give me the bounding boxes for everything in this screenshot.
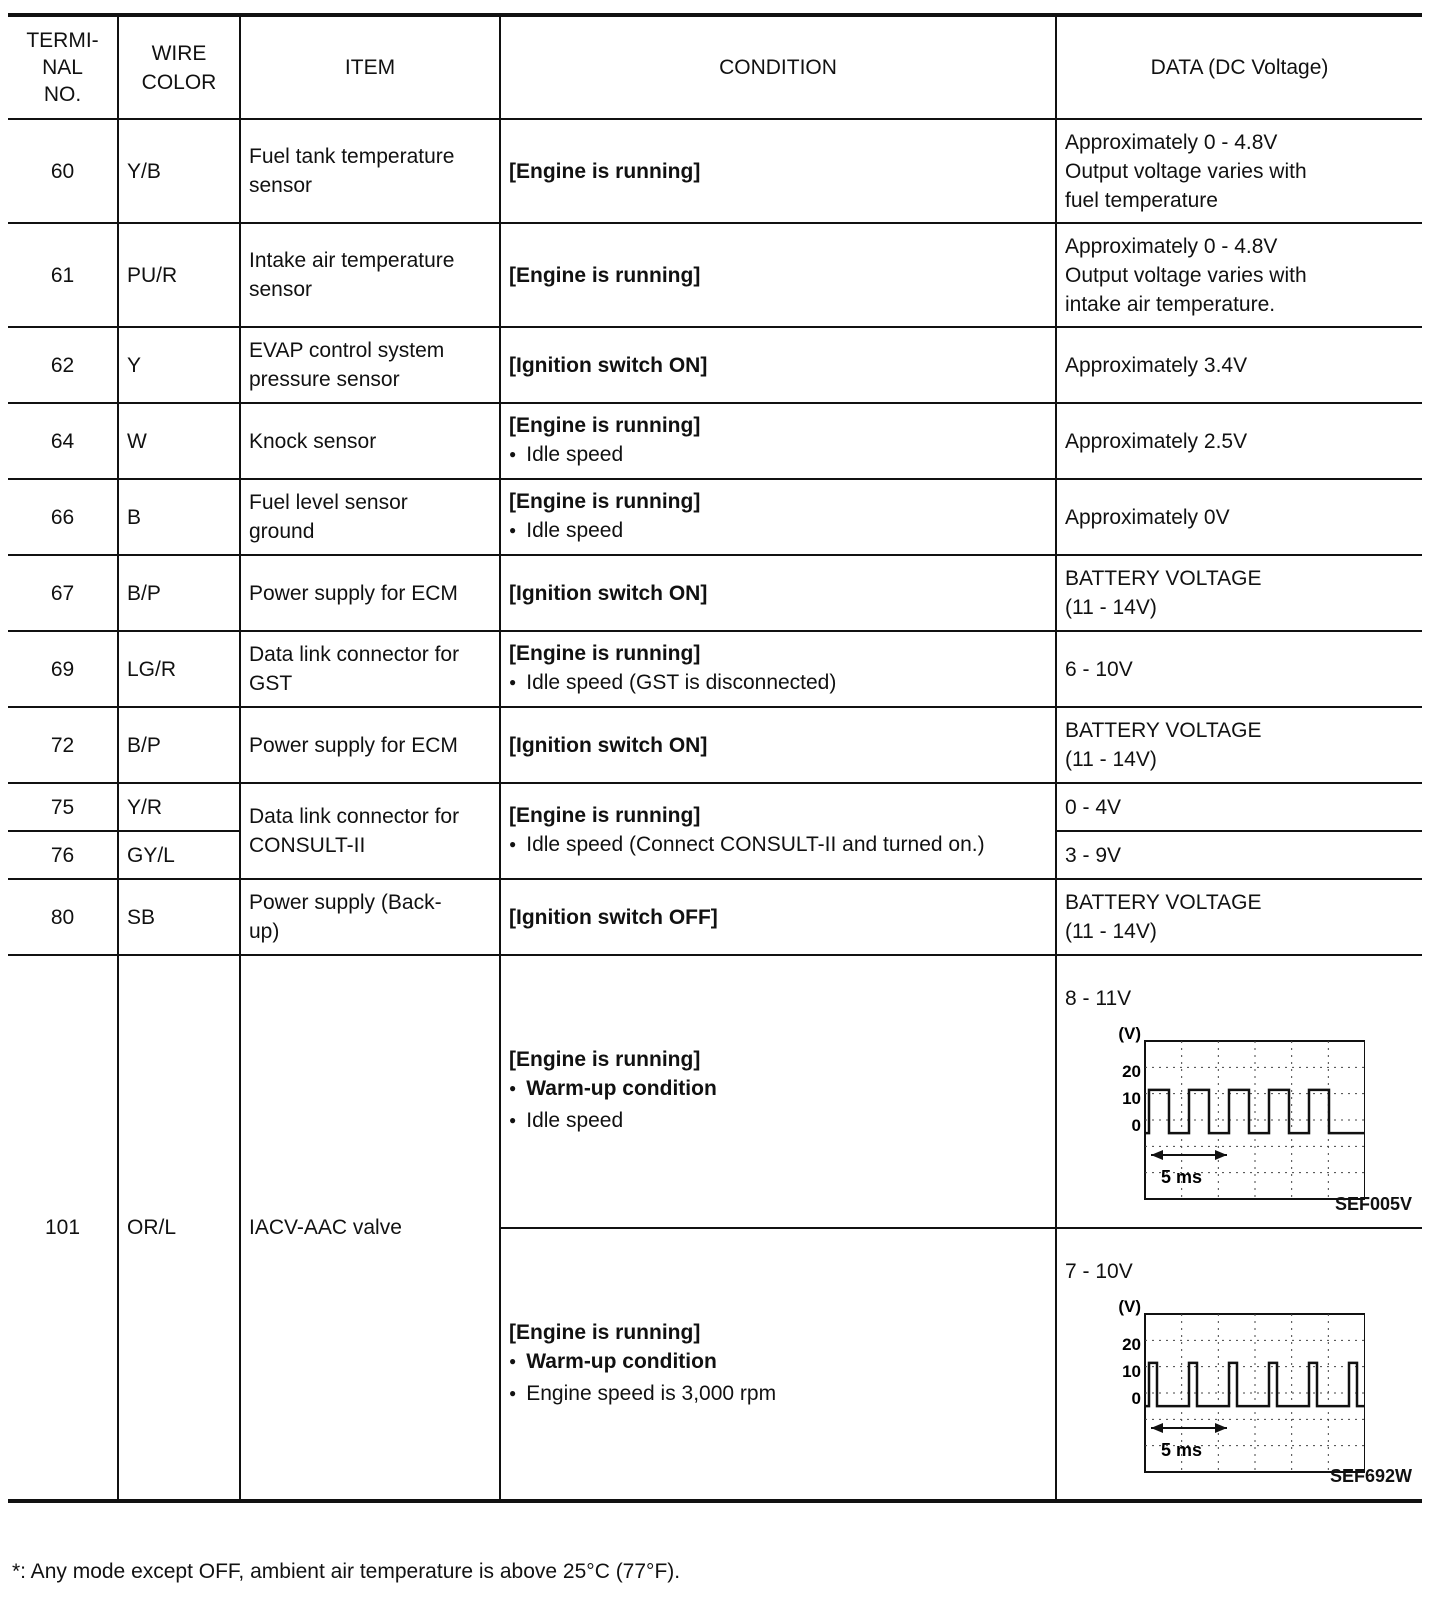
condition: [500, 479, 1056, 555]
header-wire-line1: WIRE: [151, 41, 207, 65]
data-line: Output voltage varies with: [1065, 159, 1307, 183]
terminal-no: 69: [8, 631, 118, 707]
terminal-no: 101: [8, 955, 118, 1501]
header-wire: [118, 15, 240, 119]
condition: [500, 1228, 1056, 1501]
header-data: DATA (DC Voltage): [1056, 15, 1422, 119]
item: IACV-AAC valve: [240, 955, 500, 1501]
wire-color: SB: [118, 879, 240, 955]
data-line: BATTERY VOLTAGE: [1065, 567, 1262, 590]
data-line: (11 - 14V): [1065, 748, 1157, 771]
wire-color: LG/R: [118, 631, 240, 707]
table-row: [8, 403, 1422, 479]
data-line: 0 - 4V: [1065, 795, 1122, 819]
terminal-no: 67: [8, 555, 118, 631]
condition-title: [Ignition switch ON]: [509, 353, 708, 377]
scope-tick-label: 20: [1122, 1062, 1141, 1081]
scope-tick-label: 10: [1122, 1361, 1141, 1381]
item-line: EVAP control system: [249, 339, 445, 362]
item-line: Data link connector for: [249, 805, 460, 828]
data-value: [1056, 631, 1422, 707]
terminal-no: 72: [8, 707, 118, 783]
header-condition: CONDITION: [500, 15, 1056, 119]
data-value: [1056, 831, 1422, 879]
data-line: 3 - 9V: [1065, 843, 1122, 867]
condition: [500, 631, 1056, 707]
item: [240, 631, 500, 707]
condition: [500, 403, 1056, 479]
table-row: [8, 631, 1422, 707]
condition-title: [Ignition switch OFF]: [509, 905, 718, 929]
item-line: sensor: [249, 278, 313, 301]
scope-tick-label: 0: [1131, 1388, 1141, 1408]
data-line: Approximately 0V: [1065, 505, 1230, 529]
data-line: BATTERY VOLTAGE: [1065, 891, 1262, 914]
condition-bullet: ● Idle speed (GST is disconnected): [509, 668, 1047, 700]
table-row: [8, 955, 1422, 1228]
data-line: Approximately 0 - 4.8V: [1065, 234, 1278, 258]
item: [240, 707, 500, 783]
table-row: [8, 707, 1422, 783]
item-line: Fuel level sensor: [249, 491, 408, 514]
oscilloscope-waveform: [1105, 1296, 1365, 1476]
data-value: [1056, 327, 1422, 403]
item: [240, 403, 500, 479]
wire-color: B/P: [118, 707, 240, 783]
condition-title: [Engine is running]: [509, 1320, 701, 1344]
item: [240, 479, 500, 555]
header-terminal: [8, 15, 118, 119]
data-line: 7 - 10V: [1065, 1259, 1133, 1283]
header-row: [8, 15, 1422, 119]
data-line: fuel temperature: [1065, 188, 1218, 212]
scope-tick-label: 20: [1122, 1334, 1141, 1354]
condition: [500, 707, 1056, 783]
condition-bullet: ● Engine speed is 3,000 rpm: [509, 1379, 1047, 1411]
wire-color: B: [118, 479, 240, 555]
item-line: Knock sensor: [249, 429, 377, 453]
condition: [500, 119, 1056, 223]
data-value: [1056, 479, 1422, 555]
scope-tick-label: 10: [1122, 1089, 1141, 1108]
item: [240, 879, 500, 955]
data-line: intake air temperature.: [1065, 292, 1276, 316]
scope-tick-label: 0: [1131, 1116, 1141, 1135]
item: [240, 783, 500, 879]
condition-title: [Ignition switch ON]: [509, 733, 708, 757]
data-line: (11 - 14V): [1065, 920, 1157, 943]
condition: [500, 955, 1056, 1228]
table-row: [8, 479, 1422, 555]
condition-title: [Engine is running]: [509, 159, 701, 183]
data-value: [1056, 783, 1422, 831]
item-line: Power supply (Back-: [249, 891, 442, 914]
item: [240, 223, 500, 327]
wire-color: PU/R: [118, 223, 240, 327]
arrow-head-right: [1215, 1150, 1227, 1160]
header-item: ITEM: [240, 15, 500, 119]
terminal-no: 76: [8, 831, 118, 879]
data-value: [1056, 879, 1422, 955]
wire-color: B/P: [118, 555, 240, 631]
condition: [500, 223, 1056, 327]
condition-bullet: ● Warm-up condition: [509, 1074, 1047, 1106]
footnote: *: Any mode except OFF, ambient air temperature is above 25°C (77°F).: [12, 1560, 681, 1583]
item-line: Intake air temperature: [249, 249, 455, 272]
oscilloscope-waveform: [1105, 1023, 1365, 1203]
condition-bullet: ● Idle speed: [509, 1106, 1047, 1138]
timebase-label: 5 ms: [1161, 1439, 1203, 1460]
item: [240, 119, 500, 223]
wire-color: Y: [118, 327, 240, 403]
item: [240, 555, 500, 631]
item-line: ground: [249, 520, 315, 543]
header-wire-line2: COLOR: [141, 70, 217, 94]
table-row: [8, 783, 1422, 831]
arrow-head-right: [1215, 1423, 1227, 1433]
item-line: Data link connector for: [249, 643, 460, 666]
table-row: [8, 879, 1422, 955]
terminal-no: 60: [8, 119, 118, 223]
data-line: 6 - 10V: [1065, 657, 1133, 681]
terminal-no: 75: [8, 783, 118, 831]
table-row: [8, 327, 1422, 403]
data-value: [1056, 555, 1422, 631]
condition: [500, 783, 1056, 879]
condition: [500, 879, 1056, 955]
data-line: Output voltage varies with: [1065, 263, 1307, 287]
data-value: [1056, 707, 1422, 783]
data-line: 8 - 11V: [1065, 987, 1132, 1010]
condition-title: [Engine is running]: [509, 1048, 701, 1071]
wire-color: Y/B: [118, 119, 240, 223]
terminal-no: 62: [8, 327, 118, 403]
condition-title: [Ignition switch ON]: [509, 581, 708, 605]
figure-code: SEF692W: [1329, 1466, 1412, 1486]
condition-bullet: ● Idle speed: [509, 440, 1047, 472]
condition-title: [Engine is running]: [509, 263, 701, 287]
condition-title: [Engine is running]: [509, 413, 701, 437]
wire-color: OR/L: [118, 955, 240, 1501]
header-terminal-line1: TERMI-: [26, 29, 99, 52]
terminal-no: 64: [8, 403, 118, 479]
item: [240, 327, 500, 403]
scope-unit-label: (V): [1118, 1296, 1141, 1316]
figure-code: SEF005V: [1334, 1194, 1412, 1214]
terminal-no: 61: [8, 223, 118, 327]
item-line: pressure sensor: [249, 368, 400, 391]
table-row: [8, 555, 1422, 631]
data-line: Approximately 0 - 4.8V: [1065, 130, 1278, 154]
terminal-no: 66: [8, 479, 118, 555]
condition-title: [Engine is running]: [509, 641, 701, 665]
condition-title: [Engine is running]: [509, 803, 701, 827]
condition-bullet: ● Warm-up condition: [509, 1347, 1047, 1379]
item-line: sensor: [249, 174, 313, 197]
wire-color: GY/L: [118, 831, 240, 879]
condition-bullet: ● Idle speed: [509, 516, 1047, 548]
wire-color: Y/R: [118, 783, 240, 831]
data-line: (11 - 14V): [1065, 596, 1157, 619]
data-value: [1056, 223, 1422, 327]
data-waveform-cell: [1056, 1228, 1422, 1501]
timebase-label: 5 ms: [1161, 1167, 1203, 1187]
condition-title: [Engine is running]: [509, 489, 701, 513]
item-line: GST: [249, 672, 293, 695]
condition: [500, 327, 1056, 403]
arrow-head-left: [1151, 1423, 1163, 1433]
condition-bullet: ● Idle speed (Connect CONSULT-II and turned on.): [509, 830, 1047, 862]
table-row: [8, 119, 1422, 223]
condition: [500, 555, 1056, 631]
wire-color: W: [118, 403, 240, 479]
data-line: BATTERY VOLTAGE: [1065, 719, 1262, 742]
item-line: Power supply for ECM: [249, 581, 458, 605]
item-line: Power supply for ECM: [249, 733, 458, 757]
item-line: up): [249, 920, 280, 943]
scope-unit-label: (V): [1118, 1024, 1141, 1043]
header-terminal-line2: NAL: [42, 56, 83, 79]
data-value: [1056, 403, 1422, 479]
terminal-no: 80: [8, 879, 118, 955]
item-line: Fuel tank temperature: [249, 145, 455, 168]
data-line: Approximately 3.4V: [1065, 353, 1248, 377]
header-terminal-line3: NO.: [43, 83, 82, 106]
table-row: [8, 223, 1422, 327]
item-line: CONSULT-II: [249, 834, 366, 857]
data-line: Approximately 2.5V: [1065, 429, 1248, 453]
terminal-data-table: [8, 13, 1422, 1503]
data-value: [1056, 119, 1422, 223]
data-waveform-cell: [1056, 955, 1422, 1228]
arrow-head-left: [1151, 1150, 1163, 1160]
